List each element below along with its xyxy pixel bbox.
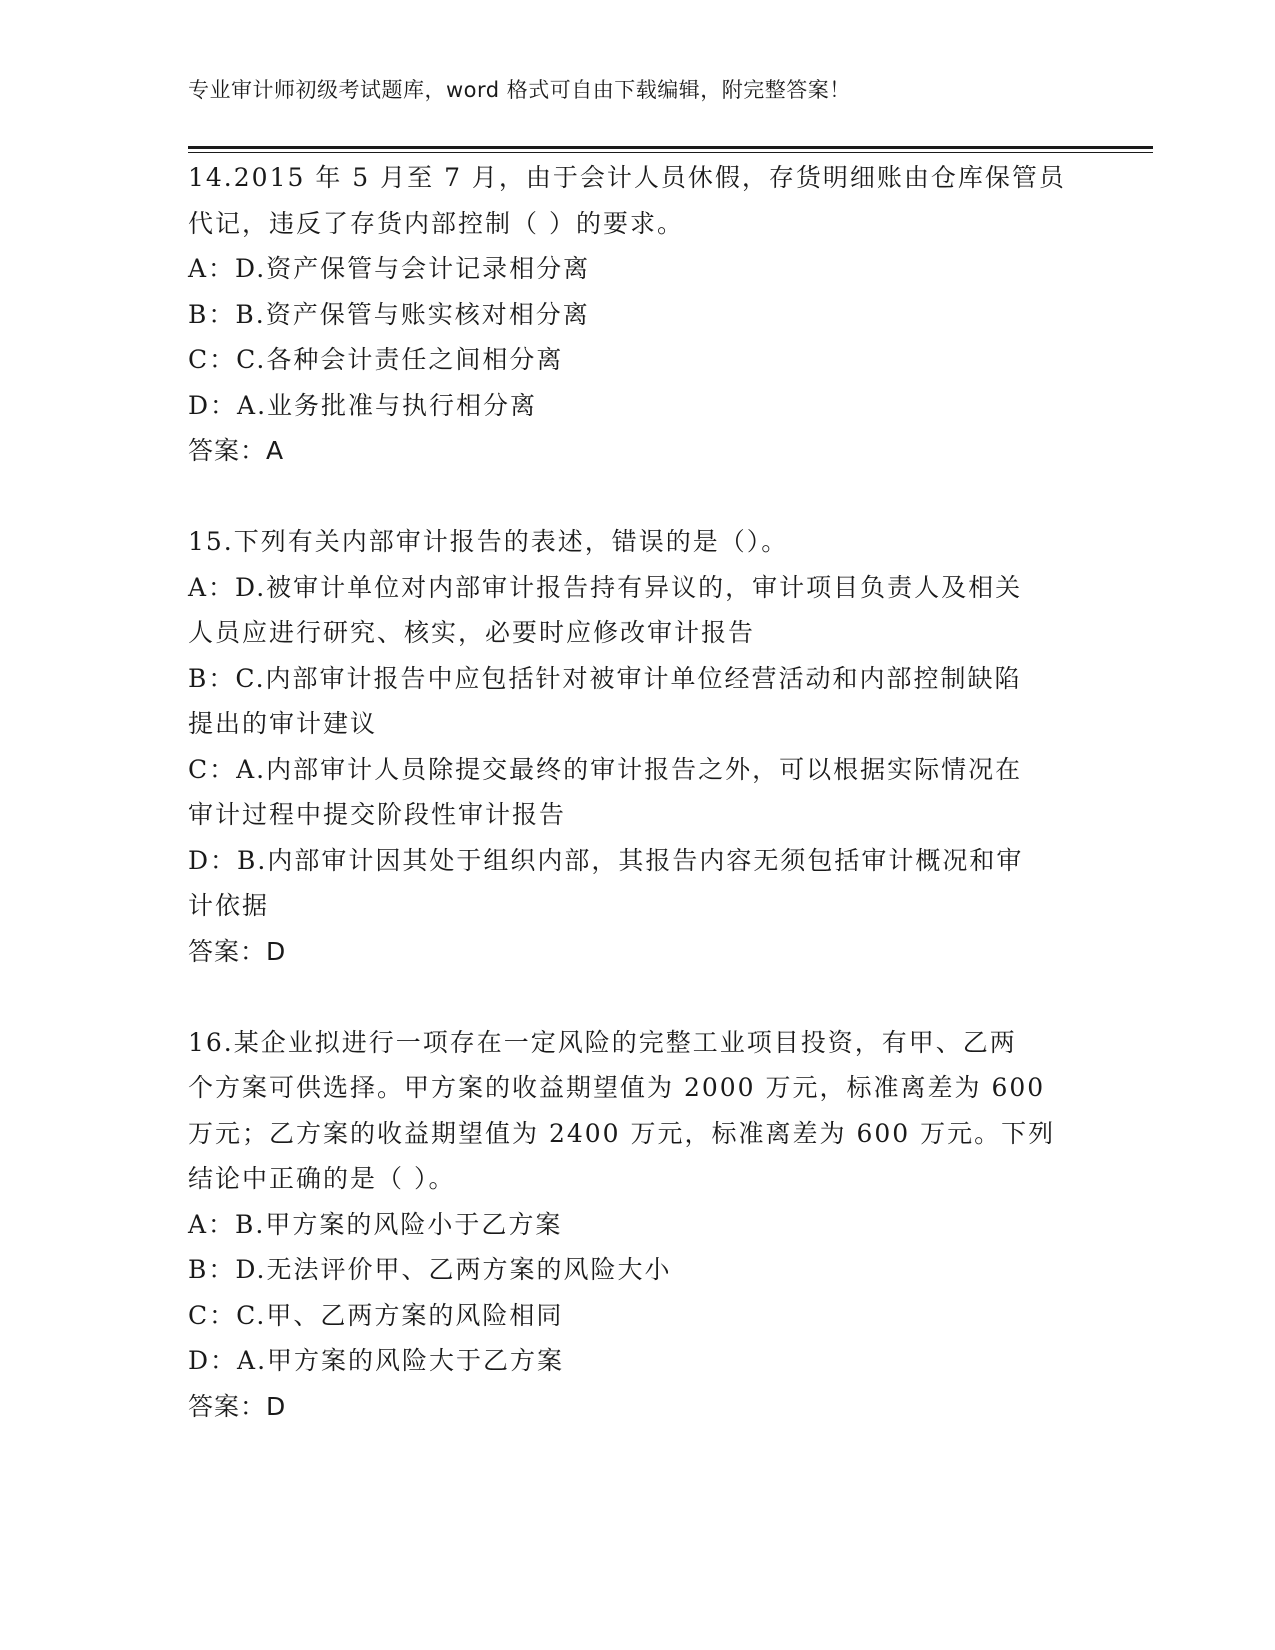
option-d: D：A.甲方案的风险大于乙方案 (188, 1346, 565, 1375)
question-14 (188, 155, 1088, 474)
option-d-cont: 计依据 (188, 891, 270, 920)
option-d: D：B.内部审计因其处于组织内部，其报告内容无须包括审计概况和审 (188, 845, 1024, 875)
option-b: B：B.资产保管与账实核对相分离 (188, 299, 590, 329)
question-stem: 代记，违反了存货内部控制（ ）的要求。 (188, 208, 684, 238)
spacer (188, 974, 1088, 1020)
option-a: A：D.被审计单位对内部审计报告持有异议的，审计项目负责人及相关 (188, 572, 1023, 602)
question-list (188, 155, 1088, 1429)
question-stem: 个方案可供选择。甲方案的收益期望值为 2000 万元，标准离差为 600 (188, 1073, 1046, 1102)
option-a: A：B.甲方案的风险小于乙方案 (188, 1209, 563, 1239)
header-rule-thin (188, 152, 1153, 153)
answer: 答案：D (188, 936, 287, 966)
option-c-cont: 审计过程中提交阶段性审计报告 (188, 800, 567, 829)
question-stem: 14.2015 年 5 月至 7 月，由于会计人员休假，存货明细账由仓库保管员 (188, 163, 1066, 192)
option-a: A：D.资产保管与会计记录相分离 (188, 254, 591, 283)
answer: 答案：A (188, 436, 285, 465)
option-b: B：D.无法评价甲、乙两方案的风险大小 (188, 1255, 672, 1284)
spacer (188, 474, 1088, 520)
option-b: B：C.内部审计报告中应包括针对被审计单位经营活动和内部控制缺陷 (188, 663, 1022, 693)
option-b-cont: 提出的审计建议 (188, 709, 378, 738)
answer: 答案：D (188, 1391, 287, 1421)
option-d: D：A.业务批准与执行相分离 (188, 390, 538, 420)
question-stem: 16.某企业拟进行一项存在一定风险的完整工业项目投资，有甲、乙两 (188, 1027, 1017, 1057)
option-c: C：A.内部审计人员除提交最终的审计报告之外，可以根据实际情况在 (188, 754, 1023, 784)
header-note: 专业审计师初级考试题库，word 格式可自由下载编辑，附完整答案！ (188, 78, 851, 102)
option-c: C：C.甲、乙两方案的风险相同 (188, 1300, 564, 1330)
question-16 (188, 1020, 1088, 1430)
question-15 (188, 519, 1088, 974)
option-a-cont: 人员应进行研究、核实，必要时应修改审计报告 (188, 618, 756, 647)
question-stem: 15.下列有关内部审计报告的表述，错误的是（）。 (188, 527, 789, 556)
question-stem: 万元；乙方案的收益期望值为 2400 万元，标准离差为 600 万元。下列 (188, 1118, 1056, 1148)
option-c: C：C.各种会计责任之间相分离 (188, 345, 564, 374)
header-rule (188, 146, 1153, 149)
question-stem: 结论中正确的是（ ）。 (188, 1164, 456, 1193)
